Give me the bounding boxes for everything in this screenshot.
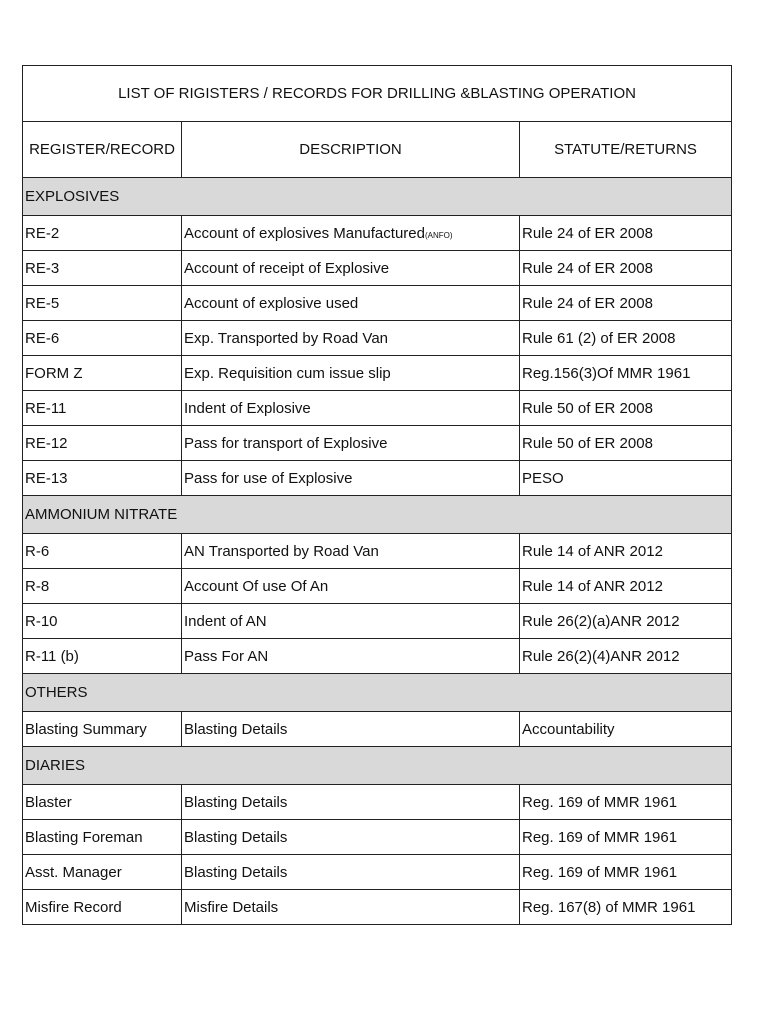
register-cell: RE-3: [23, 251, 182, 286]
statute-cell: Reg. 169 of MMR 1961: [520, 785, 732, 820]
register-cell: RE-6: [23, 321, 182, 356]
section-row: [23, 747, 732, 785]
description-cell: [182, 785, 520, 820]
description-cell: [182, 286, 520, 321]
description-text: Pass For AN: [184, 647, 269, 665]
description-text: Exp. Transported by Road Van: [184, 329, 389, 347]
description-cell: [182, 820, 520, 855]
description-text: Account of explosives Manufactured: [184, 224, 425, 242]
statute-cell: Rule 24 of ER 2008: [520, 251, 732, 286]
register-cell: Asst. Manager: [23, 855, 182, 890]
description-cell: [182, 321, 520, 356]
description-text: Blasting Details: [184, 793, 288, 811]
description-text: Blasting Details: [184, 863, 288, 881]
table-row: [23, 251, 732, 286]
description-text: Indent of Explosive: [184, 399, 311, 417]
header-row: [23, 122, 732, 178]
register-cell: RE-13: [23, 461, 182, 496]
description-cell: [182, 391, 520, 426]
statute-cell: Accountability: [520, 712, 732, 747]
section-row: [23, 674, 732, 712]
table-row: [23, 426, 732, 461]
table-row: [23, 321, 732, 356]
table-row: [23, 391, 732, 426]
description-text: Misfire Details: [184, 898, 279, 916]
description-cell: [182, 426, 520, 461]
statute-cell: Rule 50 of ER 2008: [520, 391, 732, 426]
statute-cell: Rule 50 of ER 2008: [520, 426, 732, 461]
table-row: [23, 820, 732, 855]
description-cell: [182, 461, 520, 496]
statute-cell: Rule 14 of ANR 2012: [520, 569, 732, 604]
description-text: Pass for transport of Explosive: [184, 434, 388, 452]
table-row: [23, 461, 732, 496]
section-title: DIARIES: [23, 747, 732, 785]
description-cell: [182, 604, 520, 639]
statute-cell: Rule 26(2)(4)ANR 2012: [520, 639, 732, 674]
title-row: [23, 66, 732, 122]
description-text: Account of receipt of Explosive: [184, 259, 390, 277]
register-cell: R-8: [23, 569, 182, 604]
description-text: Blasting Details: [184, 828, 288, 846]
section-title: AMMONIUM NITRATE: [23, 496, 732, 534]
description-text: Blasting Details: [184, 720, 288, 738]
register-cell: RE-12: [23, 426, 182, 461]
description-cell: [182, 216, 520, 251]
table-row: [23, 286, 732, 321]
description-text: Account of explosive used: [184, 294, 359, 312]
statute-cell: Reg. 169 of MMR 1961: [520, 820, 732, 855]
description-text: Exp. Requisition cum issue slip: [184, 364, 391, 382]
statute-cell: Rule 24 of ER 2008: [520, 216, 732, 251]
register-cell: R-6: [23, 534, 182, 569]
register-cell: Blasting Summary: [23, 712, 182, 747]
section-row: [23, 496, 732, 534]
statute-cell: Reg. 169 of MMR 1961: [520, 855, 732, 890]
table-row: [23, 604, 732, 639]
statute-cell: Rule 26(2)(a)ANR 2012: [520, 604, 732, 639]
register-cell: FORM Z: [23, 356, 182, 391]
statute-cell: PESO: [520, 461, 732, 496]
register-cell: RE-2: [23, 216, 182, 251]
table-row: [23, 216, 732, 251]
header-statute: STATUTE/RETURNS: [520, 122, 732, 178]
section-title: EXPLOSIVES: [23, 178, 732, 216]
register-cell: R-11 (b): [23, 639, 182, 674]
description-note: (ANFO): [424, 230, 453, 240]
section-title: OTHERS: [23, 674, 732, 712]
statute-cell: Reg.156(3)Of MMR 1961: [520, 356, 732, 391]
header-description: DESCRIPTION: [182, 122, 520, 178]
description-cell: [182, 890, 520, 925]
table-row: [23, 855, 732, 890]
description-cell: [182, 534, 520, 569]
table-row: [23, 569, 732, 604]
register-cell: Misfire Record: [23, 890, 182, 925]
table-row: [23, 356, 732, 391]
statute-cell: Reg. 167(8) of MMR 1961: [520, 890, 732, 925]
statute-cell: Rule 61 (2) of ER 2008: [520, 321, 732, 356]
description-text: AN Transported by Road Van: [184, 542, 379, 560]
description-text: Indent of AN: [184, 612, 267, 630]
records-table: [22, 65, 732, 925]
description-cell: [182, 356, 520, 391]
register-cell: Blaster: [23, 785, 182, 820]
table-row: [23, 534, 732, 569]
table-row: [23, 712, 732, 747]
table-row: [23, 890, 732, 925]
table-row: [23, 639, 732, 674]
register-cell: Blasting Foreman: [23, 820, 182, 855]
description-cell: [182, 639, 520, 674]
header-register: REGISTER/RECORD: [23, 122, 182, 178]
description-cell: [182, 251, 520, 286]
description-cell: [182, 855, 520, 890]
register-cell: RE-5: [23, 286, 182, 321]
statute-cell: Rule 24 of ER 2008: [520, 286, 732, 321]
description-cell: [182, 712, 520, 747]
description-text: Pass for use of Explosive: [184, 469, 353, 487]
statute-cell: Rule 14 of ANR 2012: [520, 534, 732, 569]
section-row: [23, 178, 732, 216]
register-cell: R-10: [23, 604, 182, 639]
records-table-body: [23, 66, 732, 925]
description-cell: [182, 569, 520, 604]
description-text: Account Of use Of An: [184, 577, 329, 595]
sheet-title: LIST OF RIGISTERS / RECORDS FOR DRILLING &BLASTING OPERATION: [23, 66, 732, 122]
table-row: [23, 785, 732, 820]
register-cell: RE-11: [23, 391, 182, 426]
